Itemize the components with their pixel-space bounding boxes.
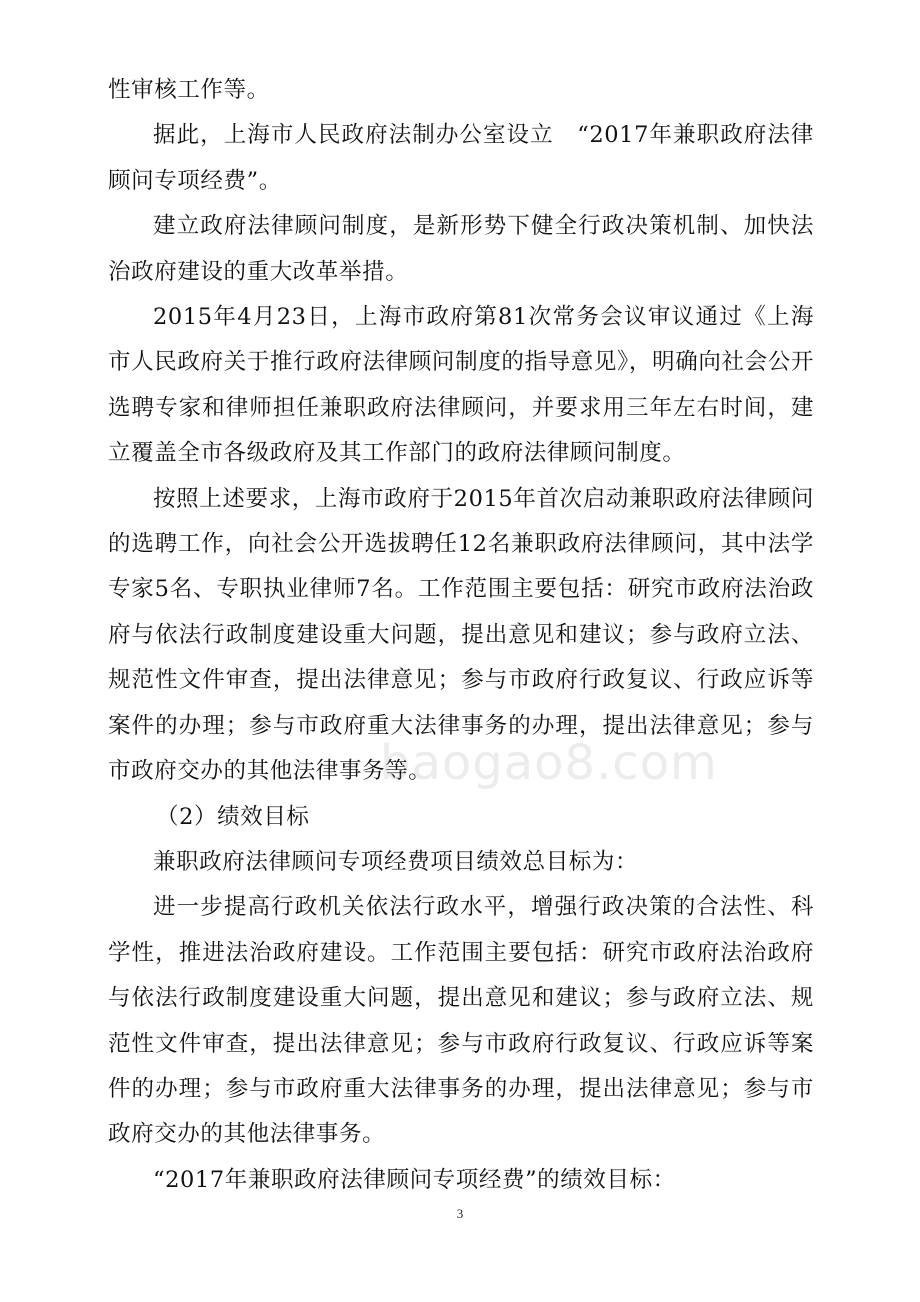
paragraph-system-significance: 建立政府法律顾问制度，是新形势下健全行政决策机制、加快法治政府建设的重大改革举措。 [108, 213, 814, 285]
page-number: 3 [456, 1206, 464, 1221]
document-body [108, 68, 814, 1203]
paragraph-overall-goal-intro: 兼职政府法律顾问专项经费项目绩效总目标为： [153, 848, 639, 875]
paragraph-continuation: 性审核工作等。 [108, 77, 270, 103]
paragraph-selection-work: 按照上述要求，上海市政府于2015年首次启动兼职政府法律顾问的选聘工作，向社会公开选拔聘任12名兼职政府法律顾问，其中法学专家5名、专职执业律师7名。工作范围主要包括：研究市政府法治政府与依法行政制度建设重大问题，提出意见和建议；参与政府立法、规范性文件审查，提出法律意见；参与市政府行政复议、行政应诉等案件的办理；参与市政府重大法律事务的办理，提出法律意见；参与市政府交办的其他法律事务等。 [108, 485, 814, 785]
paragraph-funding-setup: 据此，上海市人民政府法制办公室设立 “2017年兼职政府法律顾问专项经费”。 [108, 122, 814, 194]
paragraph-2017-goal-intro: “2017年兼职政府法律顾问专项经费”的绩效目标： [153, 1166, 676, 1193]
section-heading-performance-goals: （2）绩效目标 [156, 803, 310, 830]
watermark: baogao8.com [380, 735, 718, 791]
paragraph-overall-goal-detail: 进一步提高行政机关依法行政水平，增强行政决策的合法性、科学性，推进法治政府建设。工作范围主要包括：研究市政府法治政府与依法行政制度建设重大问题，提出意见和建议；参与政府立法、规范性文件审查，提出法律意见；参与市政府行政复议、行政应诉等案件的办理；参与市政府重大法律事务的办理，提出法律意见；参与市政府交办的其他法律事务。 [108, 894, 814, 1148]
paragraph-meeting-approval: 2015年4月23日，上海市政府第81次常务会议审议通过《上海市人民政府关于推行政府法律顾问制度的指导意见》，明确向社会公开选聘专家和律师担任兼职政府法律顾问，并要求用三年左右时间，建立覆盖全市各级政府及其工作部门的政府法律顾问制度。 [108, 304, 814, 467]
